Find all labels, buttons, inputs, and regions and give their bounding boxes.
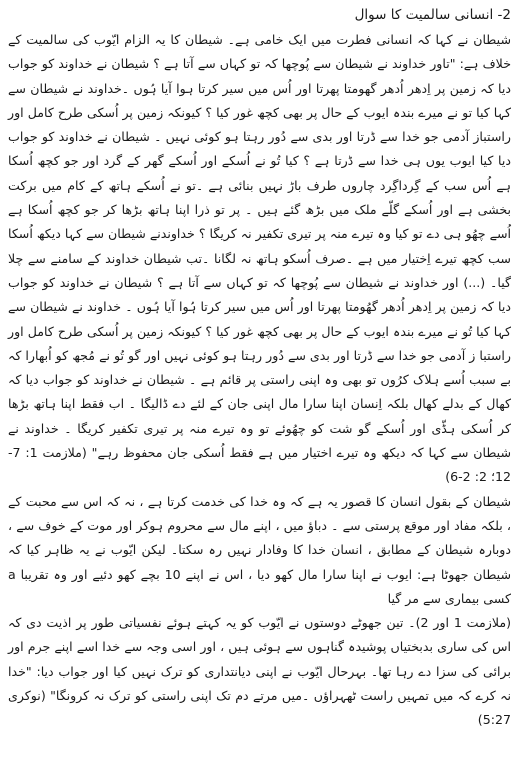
paragraph-3: (ملازمت 1 اور 2)۔ تین جھوٹے دوستوں نے ایّوب کو یہ کہتے ہوئے نفسیاتی طور پر اذیت دی کہ اس کی ساری بدبختیاں پوشیدہ گناہوں سے ہوئی ہیں ، اور اسی وجہ سے خدا اسے اپنے جرم اور برائی کی سزا دے رہا تھا۔ بہرحال ایّوب نے اپنی دیانتداری کو ترک نہیں کیا اور جواب دیا: "خدا نہ کرے کہ میں تمہیں راست ٹھہراؤں ۔میں مرتے دم تک اپنی راستی کو ترک نہ کرونگا" (نوکری 5:27) xyxy=(8,615,511,728)
section-heading: 2- انسانی سالمیت کا سوال xyxy=(354,7,511,23)
document-body xyxy=(8,4,511,757)
paragraph-2: شیطان کے بقول انسان کا قصور یہ ہے کہ وہ خدا کی خدمت کرتا ہے ، نہ کہ اس سے محبت کے ، بلکہ مفاد اور موقع پرستی سے ۔ دباؤ میں ، اپنے مال سے محروم ہوکر اور موت کے خوف سے ، دوبارہ شیطان کے مطابق ، انسان خدا کا وفادار نہیں رہ سکتا۔ لیکن ایّوب نے یہ ظاہر کیا کہ شیطان جھوٹا ہے: ایوب نے اپنا سارا مال کھو دیا ، اس نے اپنے 10 بچے کھو دئیے اور وہ تقریبا a کسی بیماری سے مر گیا xyxy=(8,493,512,606)
paragraph-1: شیطان نے کہا کہ انسانی فطرت میں ایک خامی ہے۔ شیطان کا یہ الزام ایّوب کی سالمیت کے خلاف ہے: "تاور خداوند نے شیطان سے پُوچھا کہ تو کہاں سے آتا ہے ؟ شیطان نے خداوند کو جواب دیا کہ زمین پر اِدھر اُدھر گھومتا پھرتا اور اُس میں سیر کرتا ہوا آیا ہُوں ۔خداوند نے شیطان سے کہا کیا تو نے میرے بندہ ایوب کے حال پر بھی کچھ غور کیا ؟ کیونکہ زمین پر اُسکی طرح کامل اور راستباز آدمی جو خدا سے ڈرتا اور بدی سے دُور رہتا ہو کوئی نہیں ۔ شیطان نے خداوند کو جواب دیا کیا ایوب یوں ہی خدا سے ڈرتا ہے ؟ کیا تُو نے اُسکے اور اُسکے گھر کے گرد اور جو کچھ اُسکا ہے اُس سب کے گِرداگِرد چاروں طرف باڑ نہیں بنائی ہے ۔تو نے اُسکے ہاتھ کے کام میں برکت بخشی ہے اور اُسکے گلّے ملک میں بڑھ گئے ہیں ۔ پر تو ذرا اپنا ہاتھ بڑھا کر جو کچھ اُسکا ہے اُسے چھُو ہی دے تو کیا وہ تیرے منہ پر تیری تکفیر نہ کریگا ؟ خداوندنے شیطان سے کہا دیکھ اُسکا سب کچھ تیرے اِختیار میں ہے ۔صرف اُسکو ہاتھ نہ لگانا ۔تب شیطان خداوند کے سامنے سے چلا گیا۔ (...) اور خداوند نے شیطان سے پُوچھا کہ تو کہاں سے آتا ہے ؟ شیطان نے خداوند کو جواب دیا کہ زمین پر اِدھر اُدھر گھُومتا پھرتا اور اُس میں سیر کرتا ہُوا آیا ہُوں ۔ خداوند نے شیطان سے کہا کیا تُو نے میرے بندہ ایوب کے حال پر بھی کچھ غور کیا ؟ کیونکہ زمین پر اُسکی طرح کامل اور راستبا ز آدمی جو خدا سے ڈرتا اور بدی سے دُور رہتا ہو کوئی نہیں اور گو تُو نے مُجھ کو اُبھارا کہ بے سبب اُسے ہلاک کرُوں تو بھی وہ اپنی راستی پر قائم ہے ۔ شیطان نے خداوند کو جواب دیا کہ کھال کے بدلے کھال بلکہ اِنسان اپنا سارا مال اپنی جان کے لئے دے ڈالیگا ۔ اب فقط اپنا ہاتھ بڑھا کر اُسکی ہڈّی اور اُسکے گو شت کو چھُوئے تو وہ تیرے منہ پر تیری تکفیر کریگا ۔ خداوند نے شیطان سے کہا کہ دیکھ وہ تیرے اختیار میں ہے فقط اُسکی جان محفوظ رہے" (ملازمت 1: 7-12؛ 2: 2-6) xyxy=(8,32,511,485)
